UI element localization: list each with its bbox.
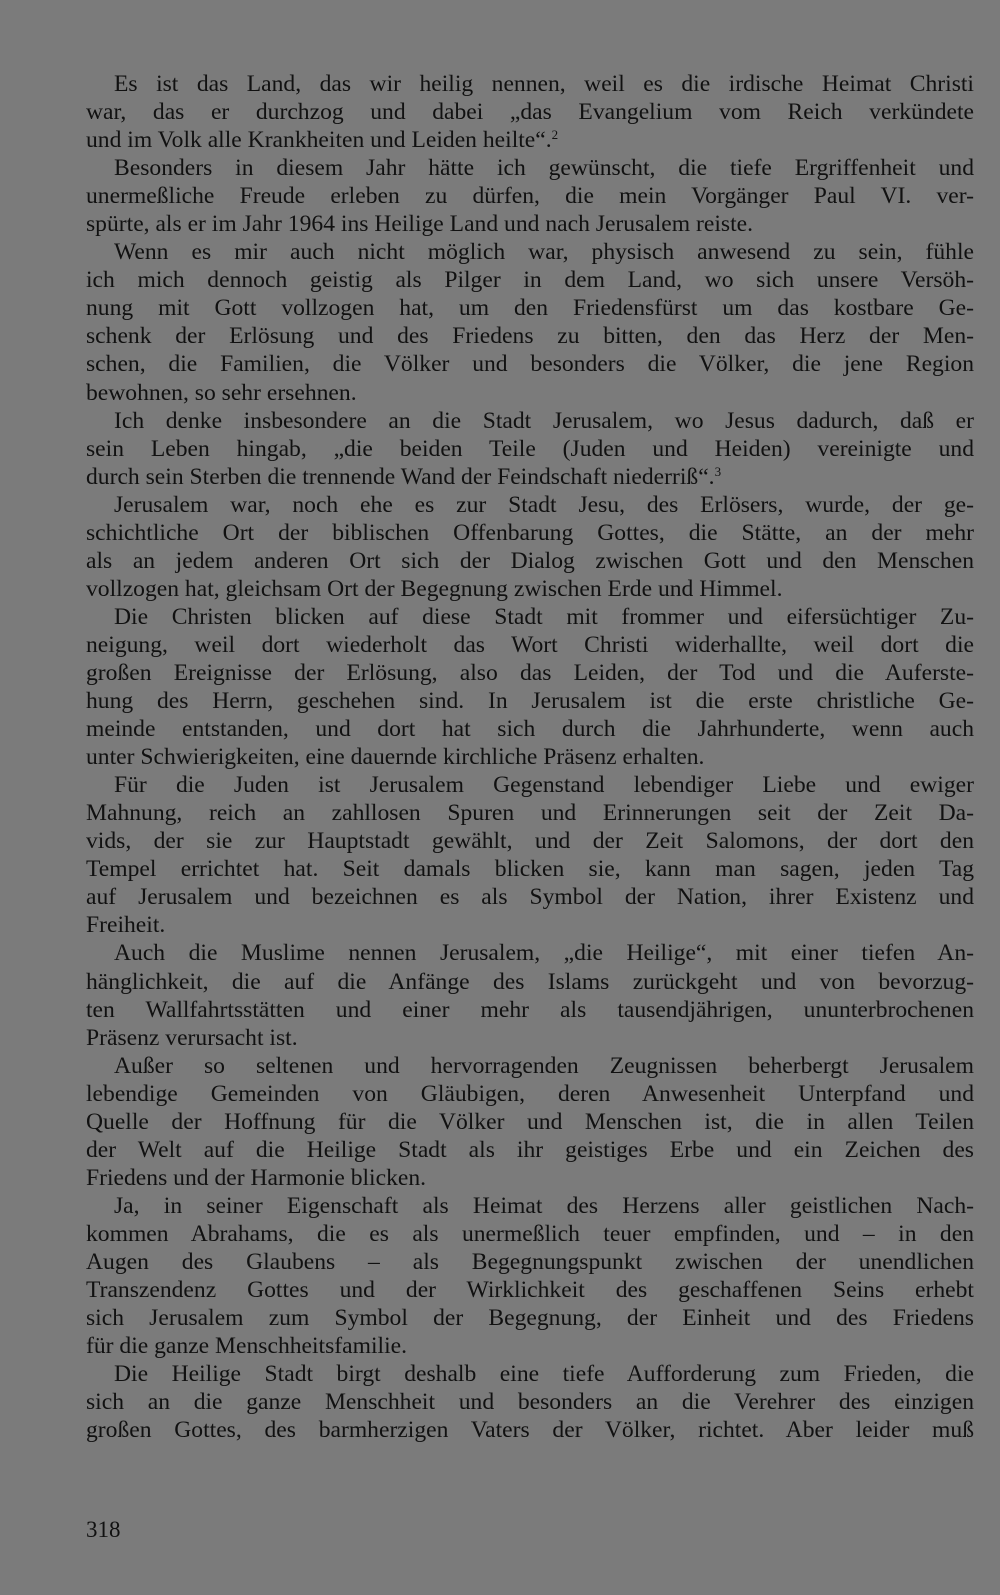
text-line-content: neigung, weil dort wiederholt das Wort Christi widerhallte, weil dort die	[86, 631, 974, 658]
text-line	[86, 70, 974, 98]
text-line	[86, 1164, 974, 1192]
text-line	[86, 435, 974, 463]
text-line-content: großen Gottes, des barmherzigen Vaters der Völker, richtet. Aber leider muß	[86, 1417, 974, 1444]
text-line-content: Transzendenz Gottes und der Wirklichkeit des geschaffenen Seins erhebt	[86, 1277, 974, 1304]
text-line	[86, 996, 974, 1024]
text-line-content: bewohnen, so sehr ersehnen.	[86, 379, 357, 406]
text-line	[86, 827, 974, 855]
text-line	[86, 519, 974, 547]
text-line	[86, 1136, 974, 1164]
text-line-content: Tempel errichtet hat. Seit damals blicken sie, kann man sagen, jeden Tag	[86, 856, 974, 883]
text-line-content: auf Jerusalem und bezeichnen es als Symbol der Nation, ihrer Existenz und	[86, 884, 974, 911]
text-line-content: großen Ereignisse der Erlösung, also das Leiden, der Tod und die Auferste-	[86, 659, 974, 686]
text-line-content: Wenn es mir auch nicht möglich war, physisch anwesend zu sein, fühle	[114, 239, 974, 266]
text-line-content: hänglichkeit, die auf die Anfänge des Islams zurückgeht und von bevorzug-	[86, 968, 974, 995]
text-line	[86, 350, 974, 378]
text-line	[86, 379, 974, 407]
text-line	[86, 1024, 974, 1052]
text-line	[86, 855, 974, 883]
text-line	[86, 715, 974, 743]
text-line-content: Die Heilige Stadt birgt deshalb eine tiefe Aufforderung zum Frieden, die	[114, 1361, 974, 1388]
text-line-content: durch sein Sterben die trennende Wand der Feindschaft niederriß“.	[86, 463, 715, 490]
text-line	[86, 575, 974, 603]
text-line-content: unter Schwierigkeiten, eine dauernde kirchliche Präsenz erhalten.	[86, 744, 705, 771]
text-line	[86, 939, 974, 967]
page-number: 318	[86, 1517, 121, 1542]
text-line-content: sich an die ganze Menschheit und besonders an die Verehrer des einzigen	[86, 1389, 974, 1416]
text-line	[86, 883, 974, 911]
text-line	[86, 1108, 974, 1136]
text-line	[86, 1080, 974, 1108]
text-line-content: nung mit Gott vollzogen hat, um den Friedensfürst um das kostbare Ge-	[86, 295, 974, 322]
text-line	[86, 1332, 974, 1360]
text-line	[86, 407, 974, 435]
text-line	[86, 1304, 974, 1332]
text-line-content: und im Volk alle Krankheiten und Leiden heilte“.	[86, 127, 552, 154]
text-line-content: Mahnung, reich an zahllosen Spuren und Erinnerungen seit der Zeit Da-	[86, 800, 974, 827]
text-line-content: ich mich dennoch geistig als Pilger in dem Land, wo sich unsere Versöh-	[86, 267, 974, 294]
text-line	[86, 98, 974, 126]
text-line-content: hung des Herrn, geschehen sind. In Jerusalem ist die erste christliche Ge-	[86, 688, 974, 715]
text-line-content: Ja, in seiner Eigenschaft als Heimat des Herzens aller geistlichen Nach-	[114, 1192, 974, 1219]
text-line-content: Es ist das Land, das wir heilig nennen, weil es die irdische Heimat Christi	[114, 71, 974, 97]
text-line-content: vollzogen hat, gleichsam Ort der Begegnung zwischen Erde und Himmel.	[86, 575, 783, 602]
text-line	[86, 294, 974, 322]
footnote-marker: 3	[714, 463, 722, 479]
text-line	[86, 1388, 974, 1416]
text-line-content: Jerusalem war, noch ehe es zur Stadt Jesu, des Erlösers, wurde, der ge-	[114, 491, 974, 518]
text-line-content: schenk der Erlösung und des Friedens zu bitten, den das Herz der Men-	[86, 323, 974, 350]
text-line	[86, 799, 974, 827]
text-line-content: Freiheit.	[86, 912, 166, 939]
text-line	[86, 911, 974, 939]
text-line-content: als an jedem anderen Ort sich der Dialog zwischen Gott und den Menschen	[86, 547, 974, 574]
text-line	[86, 659, 974, 687]
text-line	[86, 126, 974, 154]
text-line	[86, 1220, 974, 1248]
text-line	[86, 1052, 974, 1080]
text-line-content: meinde entstanden, und dort hat sich durch die Jahrhunderte, wenn auch	[86, 716, 974, 743]
text-line-content: spürte, als er im Jahr 1964 ins Heilige Land und nach Jerusalem reiste.	[86, 211, 753, 238]
text-line	[86, 266, 974, 294]
text-line-content: Präsenz verursacht ist.	[86, 1024, 298, 1051]
text-line-content: Für die Juden ist Jerusalem Gegenstand lebendiger Liebe und ewiger	[114, 772, 974, 799]
text-line	[86, 743, 974, 771]
text-line	[86, 1276, 974, 1304]
text-line-content: Besonders in diesem Jahr hätte ich gewünscht, die tiefe Ergriffenheit und	[114, 155, 974, 182]
text-line	[86, 687, 974, 715]
text-line	[86, 631, 974, 659]
text-line-content: Quelle der Hoffnung für die Völker und Menschen ist, die in allen Teilen	[86, 1108, 974, 1135]
text-line	[86, 771, 974, 799]
text-line	[86, 322, 974, 350]
text-line-content: ten Wallfahrtsstätten und einer mehr als tausendjährigen, ununterbrochenen	[86, 996, 974, 1023]
text-line-content: kommen Abrahams, die es als unermeßlich teuer empfinden, und – in den	[86, 1220, 974, 1247]
text-line-content: sein Leben hingab, „die beiden Teile (Juden und Heiden) vereinigte und	[86, 435, 974, 462]
text-line-content: vids, der sie zur Hauptstadt gewählt, und der Zeit Salomons, der dort den	[86, 828, 974, 855]
text-line-content: Außer so seltenen und hervorragenden Zeugnissen beherbergt Jerusalem	[114, 1052, 974, 1079]
text-line-content: Friedens und der Harmonie blicken.	[86, 1164, 427, 1191]
text-line-content: Die Christen blicken auf diese Stadt mit frommer und eifersüchtiger Zu-	[114, 603, 974, 630]
text-line	[86, 210, 974, 238]
text-line	[86, 491, 974, 519]
text-line	[86, 238, 974, 266]
text-line	[86, 1416, 974, 1444]
text-line-content: der Welt auf die Heilige Stadt als ihr geistiges Erbe und ein Zeichen des	[86, 1136, 974, 1163]
text-line-content: schen, die Familien, die Völker und besonders die Völker, die jene Region	[86, 351, 974, 378]
text-line-content: unermeßliche Freude erleben zu dürfen, die mein Vorgänger Paul VI. ver-	[86, 183, 974, 210]
text-line	[86, 154, 974, 182]
text-line-content: Ich denke insbesondere an die Stadt Jerusalem, wo Jesus dadurch, daß er	[114, 407, 974, 434]
text-line	[86, 1192, 974, 1220]
text-line-content: Augen des Glaubens – als Begegnungspunkt zwischen der unendlichen	[86, 1248, 974, 1275]
text-line	[86, 463, 974, 491]
text-line	[86, 547, 974, 575]
text-line-content: Auch die Muslime nennen Jerusalem, „die Heilige“, mit einer tiefen An-	[114, 940, 974, 967]
text-line	[86, 1360, 974, 1388]
text-line-content: lebendige Gemeinden von Gläubigen, deren Anwesenheit Unterpfand und	[86, 1080, 974, 1107]
text-line-content: war, das er durchzog und dabei „das Evangelium vom Reich verkündete	[86, 99, 974, 126]
text-line-content: sich Jerusalem zum Symbol der Begegnung, der Einheit und des Friedens	[86, 1305, 974, 1332]
text-line	[86, 1248, 974, 1276]
footnote-marker: 2	[551, 127, 559, 143]
text-line-content: für die ganze Menschheitsfamilie.	[86, 1333, 408, 1360]
text-line-content: schichtliche Ort der biblischen Offenbarung Gottes, die Stätte, an der mehr	[86, 519, 974, 546]
body-text	[86, 70, 974, 1444]
text-line	[86, 603, 974, 631]
text-line	[86, 182, 974, 210]
text-line	[86, 968, 974, 996]
